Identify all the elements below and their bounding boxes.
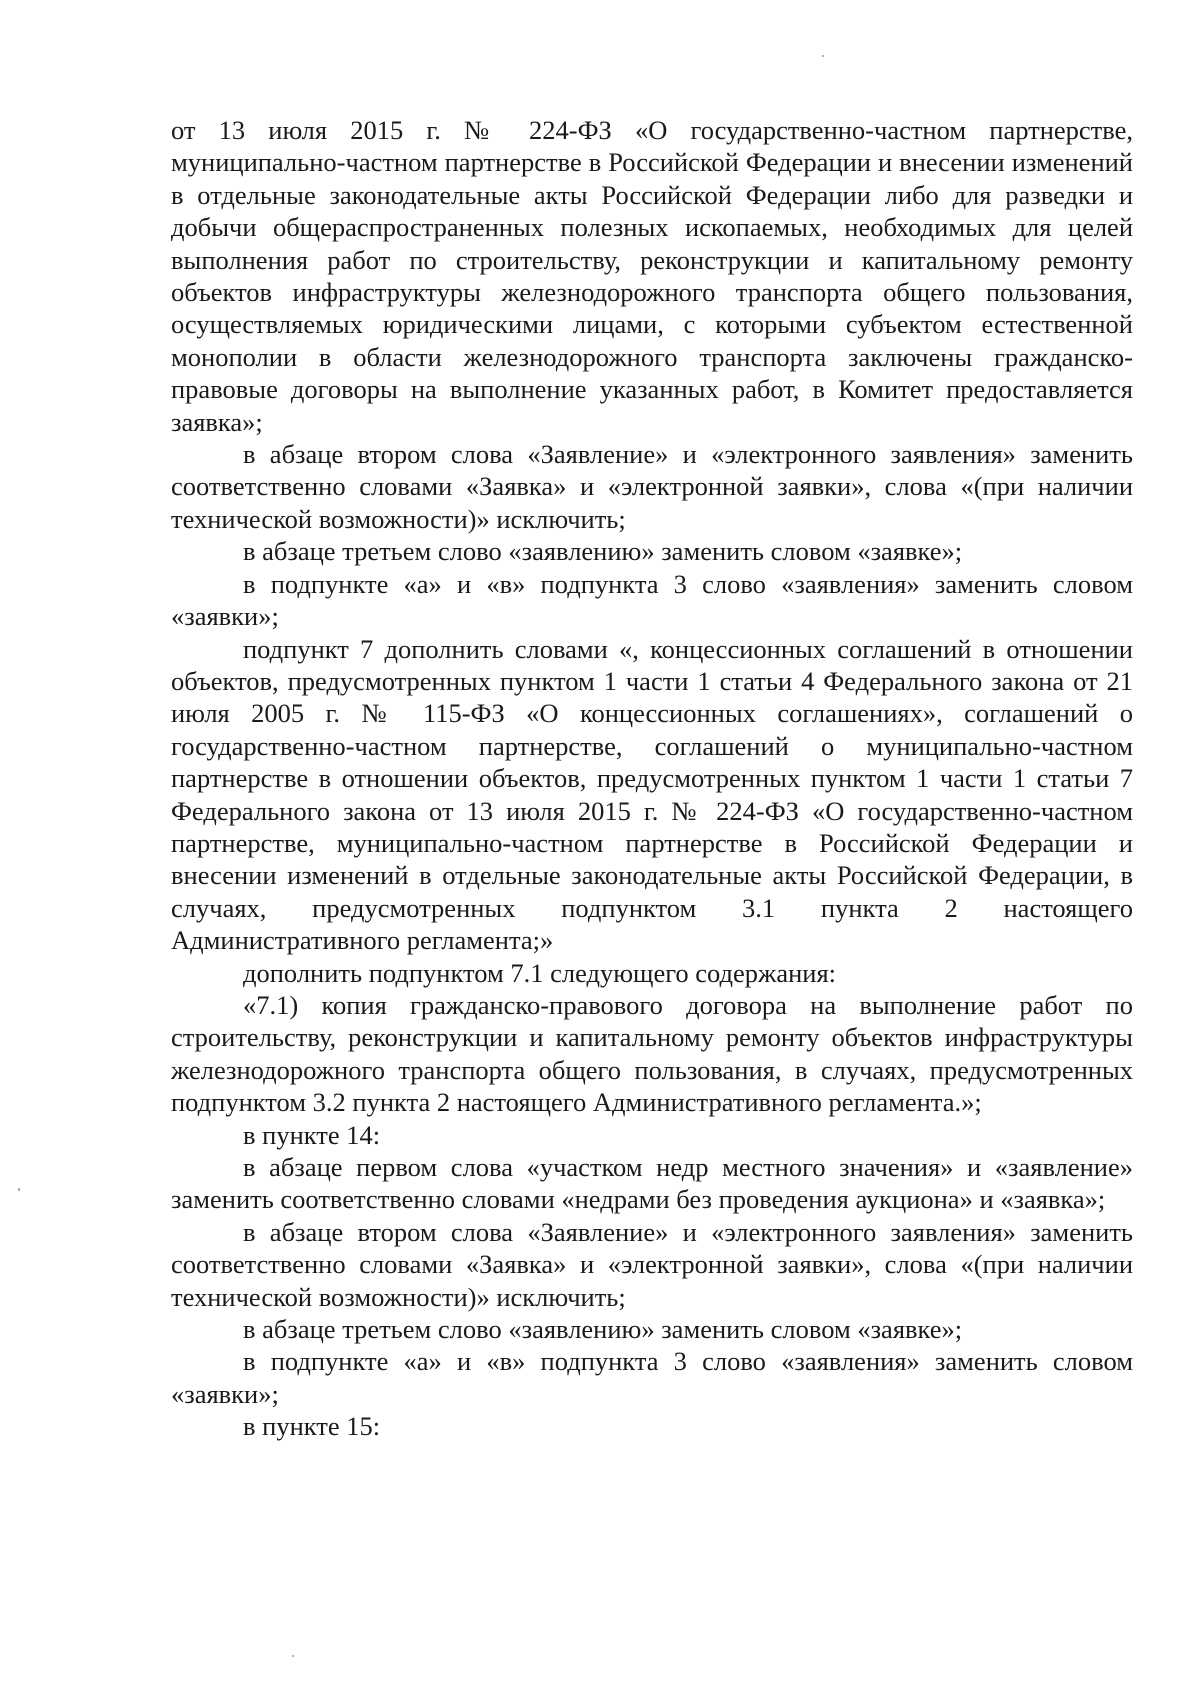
- scan-speck: [822, 55, 824, 57]
- paragraph-4: в подпункте «а» и «в» подпункта 3 слово «заявления» заменить словом «заявки»;: [171, 568, 1133, 632]
- paragraph-5: подпункт 7 дополнить словами «, концессионных соглашений в отношении объектов, предусмотренных пунктом 1 части 1 статьи 4 Федерального закона от 21 июля 2005 г. № 115-ФЗ «О концессионных соглашениях», соглашений о государственно-частном партнерстве, соглашений о муниципально-частном партнерстве в отношении объектов, предусмотренных пунктом 1 части 1 статьи 7 Федерального закона от 13 июля 2015 г. № 224-ФЗ «О государственно-частном партнерстве, муниципально-частном партнерстве в Российской Федерации и внесении изменений в отдельные законодательные акты Российской Федерации, в случаях, предусмотренных подпунктом 3.1 пункта 2 настоящего Административного регламента;»: [171, 633, 1133, 956]
- paragraph-13: в пункте 15:: [243, 1411, 381, 1442]
- scan-speck: [292, 1655, 294, 1657]
- paragraph-3: в абзаце третьем слово «заявлению» заменить словом «заявке»;: [243, 536, 963, 567]
- paragraph-10: в абзаце втором слова «Заявление» и «электронного заявления» заменить соответственно словами «Заявка» и «электронной заявки», слова «(при наличии технической возможности)» исключить;: [171, 1216, 1133, 1312]
- paragraph-11: в абзаце третьем слово «заявлению» заменить словом «заявке»;: [243, 1314, 963, 1345]
- document-body: [171, 114, 1133, 1443]
- paragraph-2: в абзаце втором слова «Заявление» и «электронного заявления» заменить соответственно словами «Заявка» и «электронной заявки», слова «(при наличии технической возможности)» исключить;: [171, 439, 1133, 534]
- paragraph-6: дополнить подпунктом 7.1 следующего содержания:: [243, 957, 837, 988]
- paragraph-12: в подпункте «а» и «в» подпункта 3 слово «заявления» заменить словом «заявки»;: [171, 1346, 1133, 1409]
- paragraph-1: от 13 июля 2015 г. № 224-ФЗ «О государственно-частном партнерстве, муниципально-частном партнерстве в Российской Федерации и внесении изменений в отдельные законодательные акты Российской Федерации либо для разведки и добычи общераспространенных полезных ископаемых, необходимых для целей выполнения работ по строительству, реконструкции и капитальному ремонту объектов инфраструктуры железнодорожного транспорта общего пользования, осуществляемых юридическими лицами, с которыми субъектом естественной монополии в области железнодорожного транспорта заключены гражданско-правовые договоры на выполнение указанных работ, в Комитет предоставляется заявка»;: [171, 115, 1133, 437]
- scan-speck: [18, 1188, 20, 1191]
- paragraph-7: «7.1) копия гражданско-правового договора на выполнение работ по строительству, реконструкции и капитальному ремонту объектов инфраструктуры железнодорожного транспорта общего пользования, в случаях, предусмотренных подпунктом 3.2 пункта 2 настоящего Административного регламента.»;: [171, 989, 1133, 1118]
- paragraph-8: в пункте 14:: [243, 1119, 381, 1150]
- paragraph-9: в абзаце первом слова «участком недр местного значения» и «заявление» заменить соответственно словами «недрами без проведения аукциона» и «заявка»;: [171, 1152, 1133, 1215]
